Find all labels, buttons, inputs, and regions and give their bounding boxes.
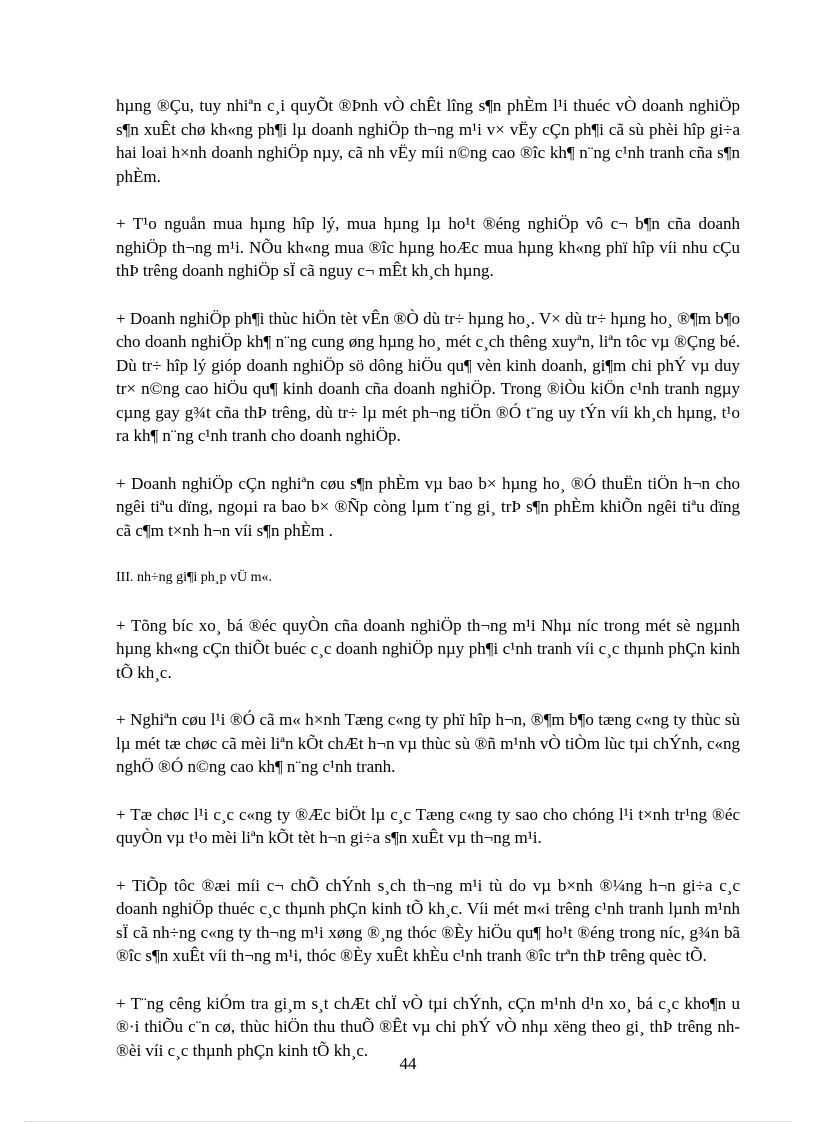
section-heading: III. nh÷ng gi¶i ph¸p vÜ m«. xyxy=(116,570,272,585)
page-bottom-divider xyxy=(24,1121,792,1122)
paragraph-3: + Doanh nghiÖp ph¶i thùc hiÖn tèt vÊn ®Ò dù tr÷ hµng ho¸. V× dù tr÷ hµng ho¸ ®¶m b¶o cho doanh nghiÖp kh¶ n¨ng cung øng hµng ho¸ mét c¸ch thêng xuyªn, liªn tôc vµ ®Çng bé. Dù tr÷ hîp lý gióp doanh nghiÖp sö dông hiÖu qu¶ vèn kinh doanh, gi¶m chi phÝ vµ duy tr× n©ng cao hiÖu qu¶ kinh doanh cña doanh nghiÖp. Trong ®iÒu kiÖn c¹nh tranh ngµy cµng gay g¾t cña thÞ trêng, dù tr÷ lµ mét ph¬ng tiÖn ®Ó t¨ng uy tÝn víi kh¸ch hµng, t¹o ra kh¶ n¨ng c¹nh tranh cho doanh nghiÖp. xyxy=(116,308,740,445)
page-content xyxy=(116,94,740,1062)
paragraph-1: hµng ®Çu, tuy nhiªn c¸i quyÕt ®Þnh vÒ chÊt lîng s¶n phÈm l¹i thuéc vÒ doanh nghiÖp s¶n xuÊt chø kh«ng ph¶i lµ doanh nghiÖp th¬ng m¹i v× vËy cÇn ph¶i cã sù phèi hîp gi÷a hai loai h×nh doanh nghiÖp nµy, cã nh vËy míi n©ng cao ®îc kh¶ n¨ng c¹nh tranh cña s¶n phÈm. xyxy=(116,96,740,186)
paragraph-6: + Nghiªn cøu l¹i ®Ó cã m« h×nh Tæng c«ng ty phï hîp h¬n, ®¶m b¶o tæng c«ng ty thùc sù lµ mét tæ chøc cã mèi liªn kÕt chÆt h¬n vµ thùc sù ®ñ m¹nh vÒ tiÒm lùc tµi chÝnh, c«ng nghÖ ®Ó n©ng cao kh¶ n¨ng c¹nh tranh. xyxy=(116,710,740,776)
paragraph-9: + T¨ng cêng kiÓm tra gi¸m s¸t chÆt chÏ vÒ tµi chÝnh, cÇn m¹nh d¹n xo¸ bá c¸c kho¶n u ®·i thiÕu c¨n cø, thùc hiÖn thu thuÕ ®Êt vµ chi phÝ vÒ nhµ xëng theo gi¸ thÞ trêng nh ®èi víi c¸c thµnh phÇn kinh tÕ kh¸c. xyxy=(116,993,740,1060)
paragraph-2: + T¹o nguån mua hµng hîp lý, mua hµng lµ ho¹t ®éng nghiÖp vô c¬ b¶n cña doanh nghiÖp th¬ng m¹i. NÕu kh«ng mua ®îc hµng hoÆc mua hµng kh«ng phï hîp víi nhu cÇu thÞ trêng doanh nghiÖp sÏ cã nguy c¬ mÊt kh¸ch hµng. xyxy=(116,214,740,280)
paragraph-4: + Doanh nghiÖp cÇn nghiªn cøu s¶n phÈm vµ bao b× hµng ho¸ ®Ó thuËn tiÖn h¬n cho ngêi tiªu dïng, ngoµi ra bao b× ®Ñp còng lµm t¨ng gi¸ trÞ s¶n phÈm khiÕn ngêi tiªu dïng cã c¶m t×nh h¬n víi s¶n phÈm . xyxy=(116,473,740,540)
page-number: 44 xyxy=(399,1054,417,1073)
paragraph-8: + TiÕp tôc ®æi míi c¬ chÕ chÝnh s¸ch th¬ng m¹i tù do vµ b×nh ®¼ng h¬n gi÷a c¸c doanh nghiÖp thuéc c¸c thµnh phÇn kinh tÕ kh¸c. Víi mét m«i trêng c¹nh tranh lµnh m¹nh sÏ cã nh÷ng c«ng ty th¬ng m¹i xøng ®¸ng thóc ®Èy hiÖu qu¶ ho¹t ®éng trong níc, g¾n bã ®îc s¶n xuÊt víi th¬ng m¹i, thóc ®Èy xuÊt khÈu c¹nh tranh ®îc trªn thÞ trêng quèc tÕ. xyxy=(116,875,740,965)
paragraph-5: + Tõng bíc xo¸ bá ®éc quyÒn cña doanh nghiÖp th¬ng m¹i Nhµ níc trong mét sè ngµnh hµng kh«ng cÇn thiÕt buéc c¸c doanh nghiÖp nµy ph¶i c¹nh tranh víi c¸c thµnh phÇn kinh tÕ kh¸c. xyxy=(116,615,740,682)
paragraph-7: + Tæ chøc l¹i c¸c c«ng ty ®Æc biÖt lµ c¸c Tæng c«ng ty sao cho chóng l¹i t×nh tr¹ng ®éc quyÒn vµ t¹o mèi liªn kÕt tèt h¬n gi÷a s¶n xuÊt vµ th¬ng m¹i. xyxy=(116,804,740,847)
